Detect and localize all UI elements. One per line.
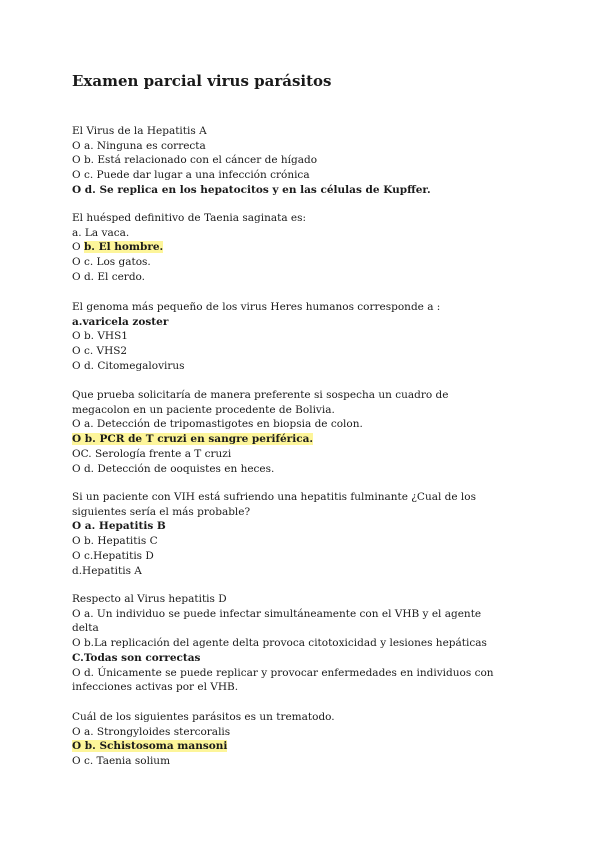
question-6 xyxy=(72,592,502,695)
option-b-correct xyxy=(72,739,502,754)
option-b: O b. Está relacionado con el cáncer de hígado xyxy=(72,154,318,167)
option-d: O d. Citomegalovirus xyxy=(72,359,185,372)
page-title: Examen parcial virus parásitos xyxy=(72,72,332,90)
option-b-correct xyxy=(72,432,502,447)
option-d: d.Hepatitis A xyxy=(72,564,142,577)
option-marker: O xyxy=(72,241,84,254)
question-stem: Si un paciente con VIH está sufriendo una hepatitis fulminante ¿Cual de los siguientes sería el más probable? xyxy=(72,491,476,518)
question-7 xyxy=(72,710,502,769)
option-c: OC. Serología frente a T cruzi xyxy=(72,447,232,460)
question-1 xyxy=(72,124,502,198)
option-d: O d. El cerdo. xyxy=(72,270,146,283)
highlighted-answer: O b. Schistosoma mansoni xyxy=(72,740,228,753)
option-b: O b. VHS1 xyxy=(72,330,128,343)
question-3 xyxy=(72,300,502,374)
option-a: a. La vaca. xyxy=(72,226,130,239)
question-stem: Que prueba solicitaría de manera preferente si sospecha un cuadro de megacolon en un paciente procedente de Bolivia. xyxy=(72,389,449,416)
question-stem: El Virus de la Hepatitis A xyxy=(72,125,207,137)
option-a: O a. Detección de tripomastigotes en biopsia de colon. xyxy=(72,418,363,431)
option-b-correct xyxy=(72,240,502,255)
option-d: O d. Detección de ooquistes en heces. xyxy=(72,462,275,475)
question-5 xyxy=(72,490,502,578)
question-4 xyxy=(72,388,502,476)
question-2 xyxy=(72,211,502,285)
question-stem: El genoma más pequeño de los virus Heres humanos corresponde a : xyxy=(72,301,441,313)
option-a: O a. Un individuo se puede infectar simultáneamente con el VHB y el agente delta xyxy=(72,607,482,635)
option-b: O b. Hepatitis C xyxy=(72,535,158,548)
option-a-correct: O a. Hepatitis B xyxy=(72,520,166,533)
option-c: O c. Taenia solium xyxy=(72,755,171,768)
option-c: O c. VHS2 xyxy=(72,345,128,358)
highlighted-answer: b. El hombre. xyxy=(83,241,164,254)
option-c: O c. Puede dar lugar a una infección crónica xyxy=(72,169,310,182)
question-stem: Cuál de los siguientes parásitos es un trematodo. xyxy=(72,711,335,723)
option-c: O c. Los gatos. xyxy=(72,256,151,269)
option-a: O a. Ninguna es correcta xyxy=(72,139,206,152)
highlighted-answer: O b. PCR de T cruzi en sangre periférica. xyxy=(72,433,314,446)
option-c-correct: C.Todas son correctas xyxy=(72,651,201,664)
option-d-correct: O d. Se replica en los hepatocitos y en las células de Kupffer. xyxy=(72,183,431,196)
question-stem: Respecto al Virus hepatitis D xyxy=(72,593,227,605)
option-a: O a. Strongyloides stercoralis xyxy=(72,725,231,738)
option-d: O d. Únicamente se puede replicar y provocar enfermedades en individuos con infecciones activas por el VHB. xyxy=(72,666,494,694)
option-a-correct: a.varicela zoster xyxy=(72,315,169,328)
question-stem: El huésped definitivo de Taenia saginata es: xyxy=(72,212,307,224)
option-b: O b.La replicación del agente delta provoca citotoxicidad y lesiones hepáticas xyxy=(72,637,487,650)
option-c: O c.Hepatitis D xyxy=(72,549,154,562)
